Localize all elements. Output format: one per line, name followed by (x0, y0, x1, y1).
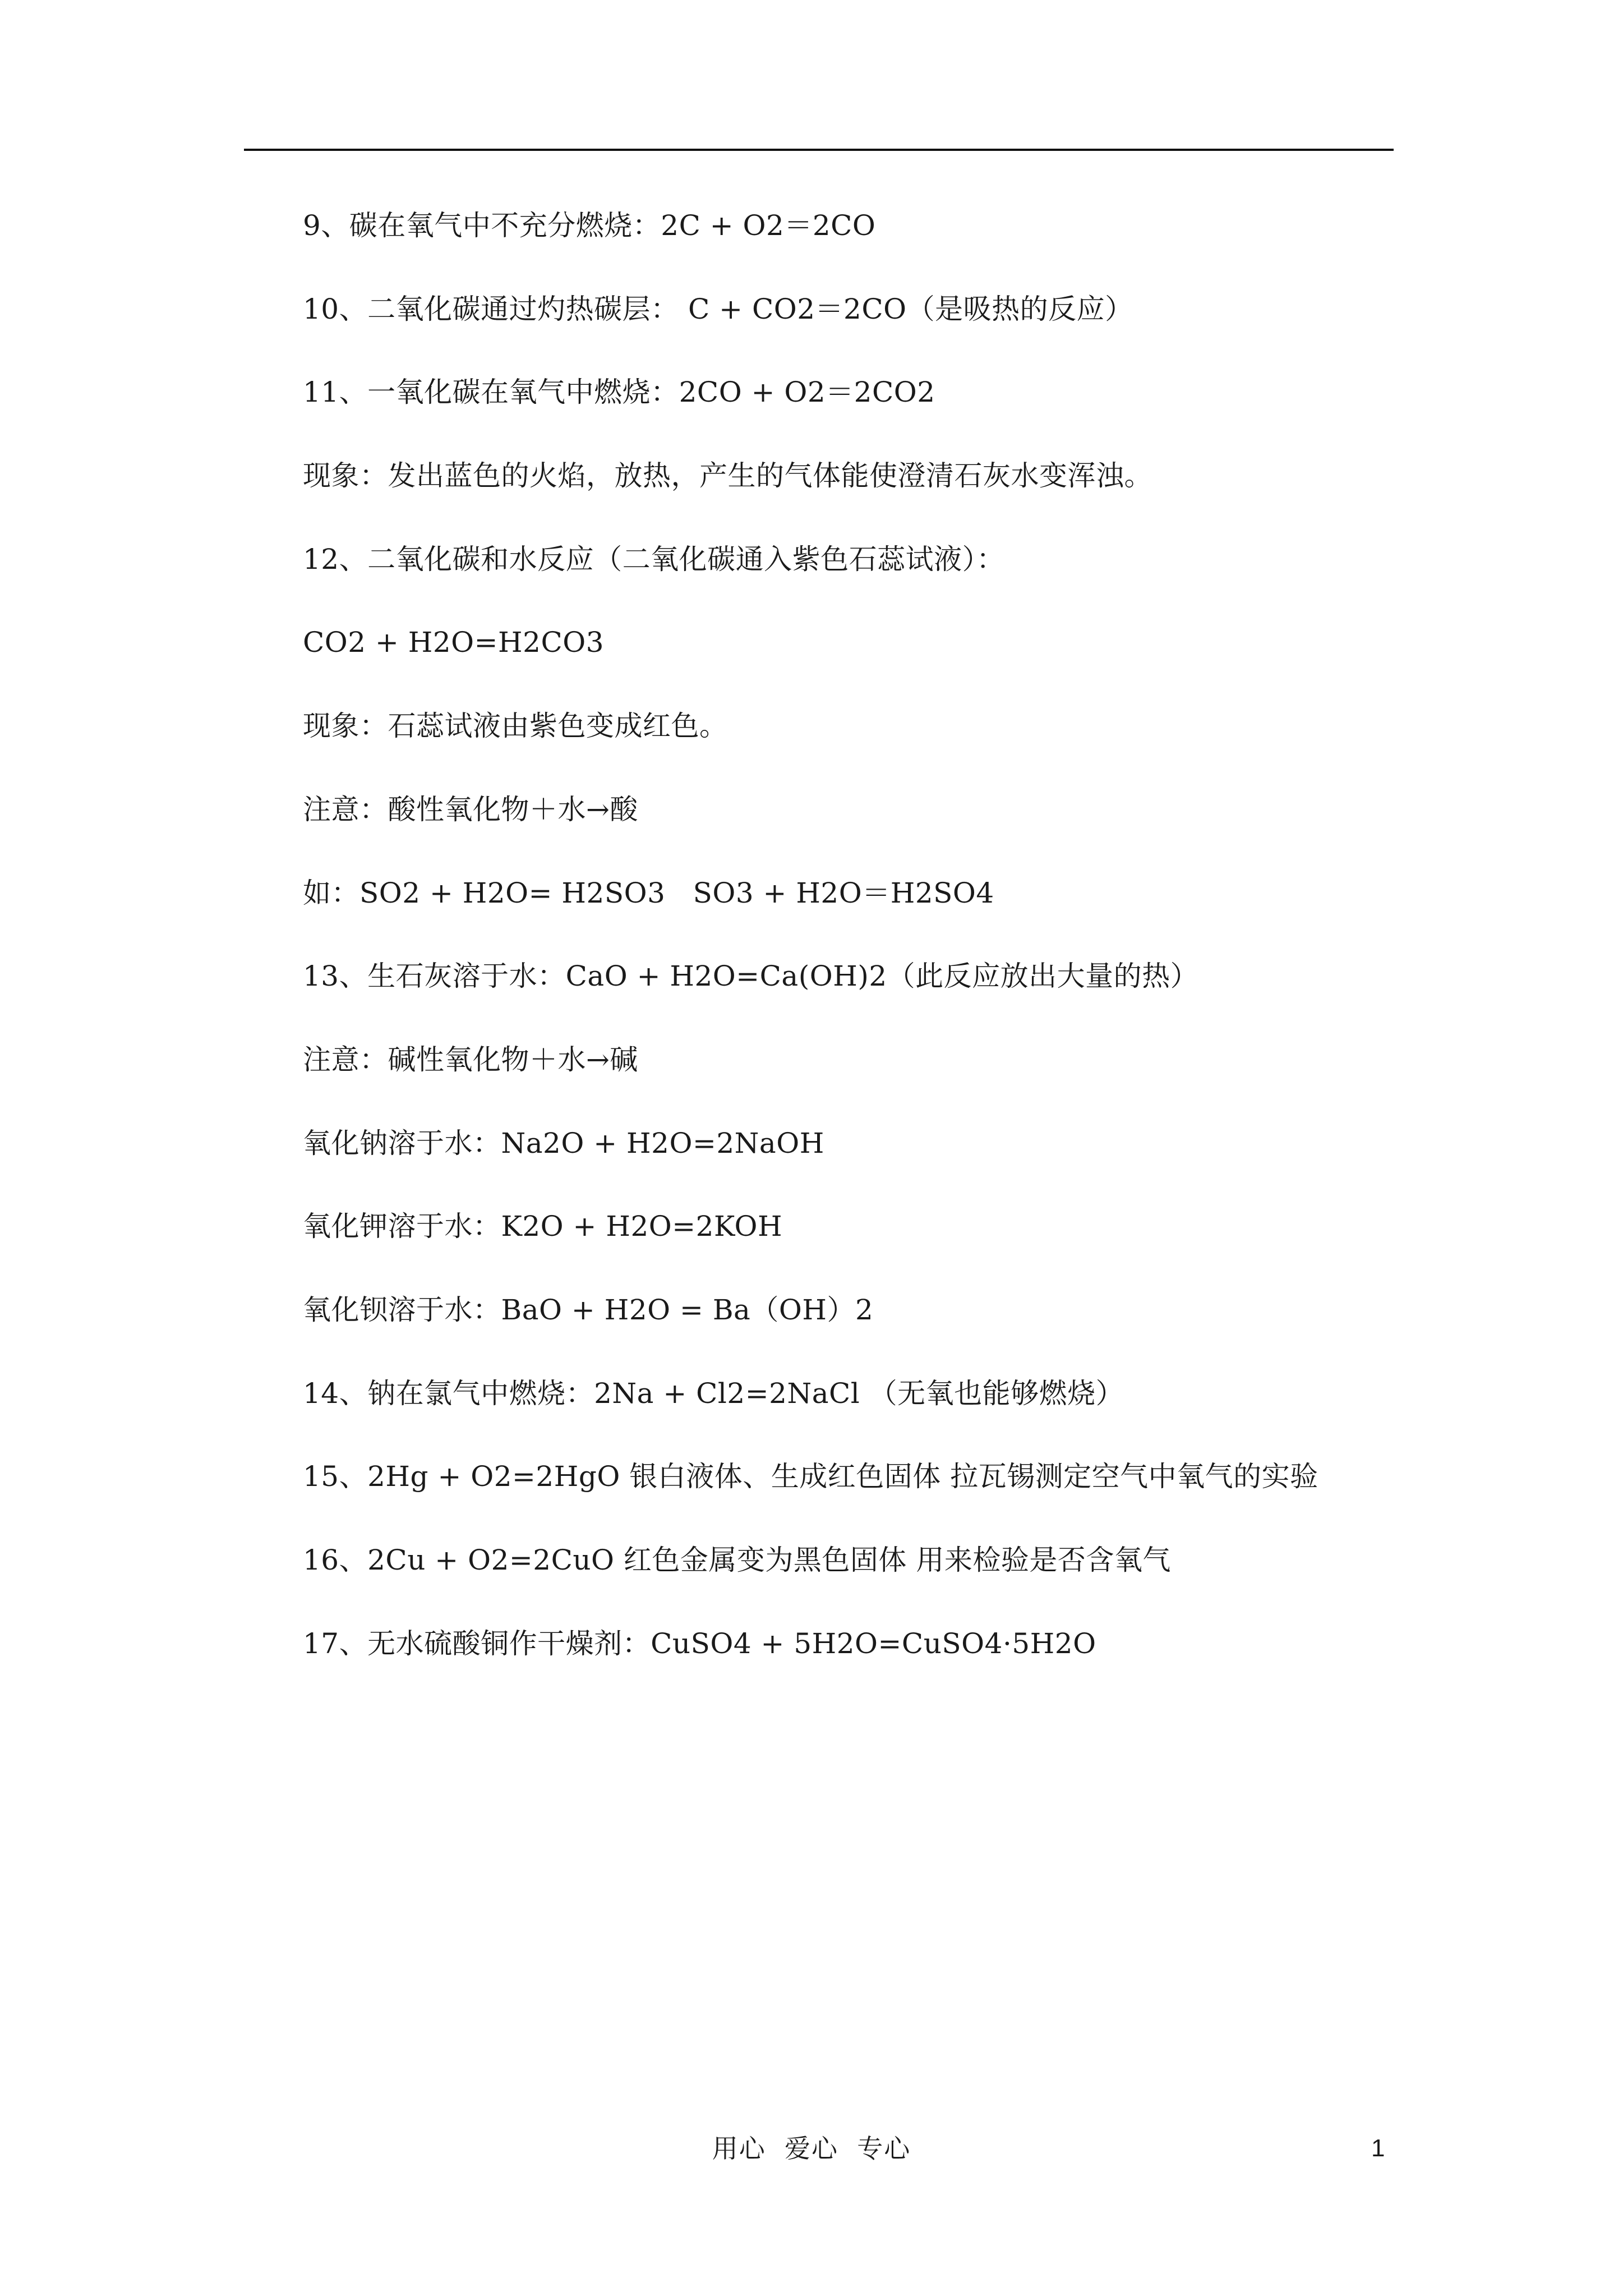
document-body (303, 202, 1424, 1703)
text-line: 12、二氧化碳和水反应（二氧化碳通入紫色石蕊试液）： (303, 542, 1005, 576)
text-line: 如：SO2 + H2O= H2SO3 SO3 + H2O＝H2SO4 (303, 876, 994, 909)
text-line: 氧化钾溶于水：K2O + H2O=2KOH (303, 1210, 783, 1243)
text-line: 15、2Hg + O2=2HgO 银白液体、生成红色固体 拉瓦锡测定空气中氧气的实验 (303, 1460, 1318, 1493)
text-line: 注意：酸性氧化物＋水→酸 (303, 793, 638, 826)
text-line: 10、二氧化碳通过灼热碳层： C + CO2＝2CO（是吸热的反应） (303, 292, 1133, 325)
text-line: 注意：碱性氧化物＋水→碱 (303, 1043, 638, 1076)
page-number: 1 (1371, 2134, 1385, 2162)
text-line: 氧化钠溶于水：Na2O + H2O=2NaOH (303, 1126, 824, 1159)
header-rule (244, 149, 1394, 151)
footer-motto: 用心 爱心 专心 (712, 2133, 911, 2164)
text-line: 9、碳在氧气中不充分燃烧：2C + O2＝2CO (303, 209, 876, 242)
text-line: 14、钠在氯气中燃烧：2Na + Cl2=2NaCl （无氧也能够燃烧） (303, 1377, 1124, 1410)
text-line: 16、2Cu + O2=2CuO 红色金属变为黑色固体 用来检验是否含氧气 (303, 1544, 1171, 1576)
text-line: 17、无水硫酸铜作干燥剂：CuSO4 + 5H2O=CuSO4·5H2O (303, 1627, 1096, 1660)
text-line: 现象：发出蓝色的火焰，放热，产生的气体能使澄清石灰水变浑浊。 (303, 459, 1152, 493)
text-line: 现象：石蕊试液由紫色变成红色。 (303, 710, 728, 743)
text-line: CO2 + H2O=H2CO3 (303, 626, 605, 659)
text-line: 13、生石灰溶于水：CaO + H2O=Ca(OH)2（此反应放出大量的热） (303, 960, 1199, 993)
text-line: 11、一氧化碳在氧气中燃烧：2CO + O2＝2CO2 (303, 376, 935, 409)
text-line: 氧化钡溶于水：BaO + H2O = Ba（OH）2 (303, 1293, 874, 1326)
